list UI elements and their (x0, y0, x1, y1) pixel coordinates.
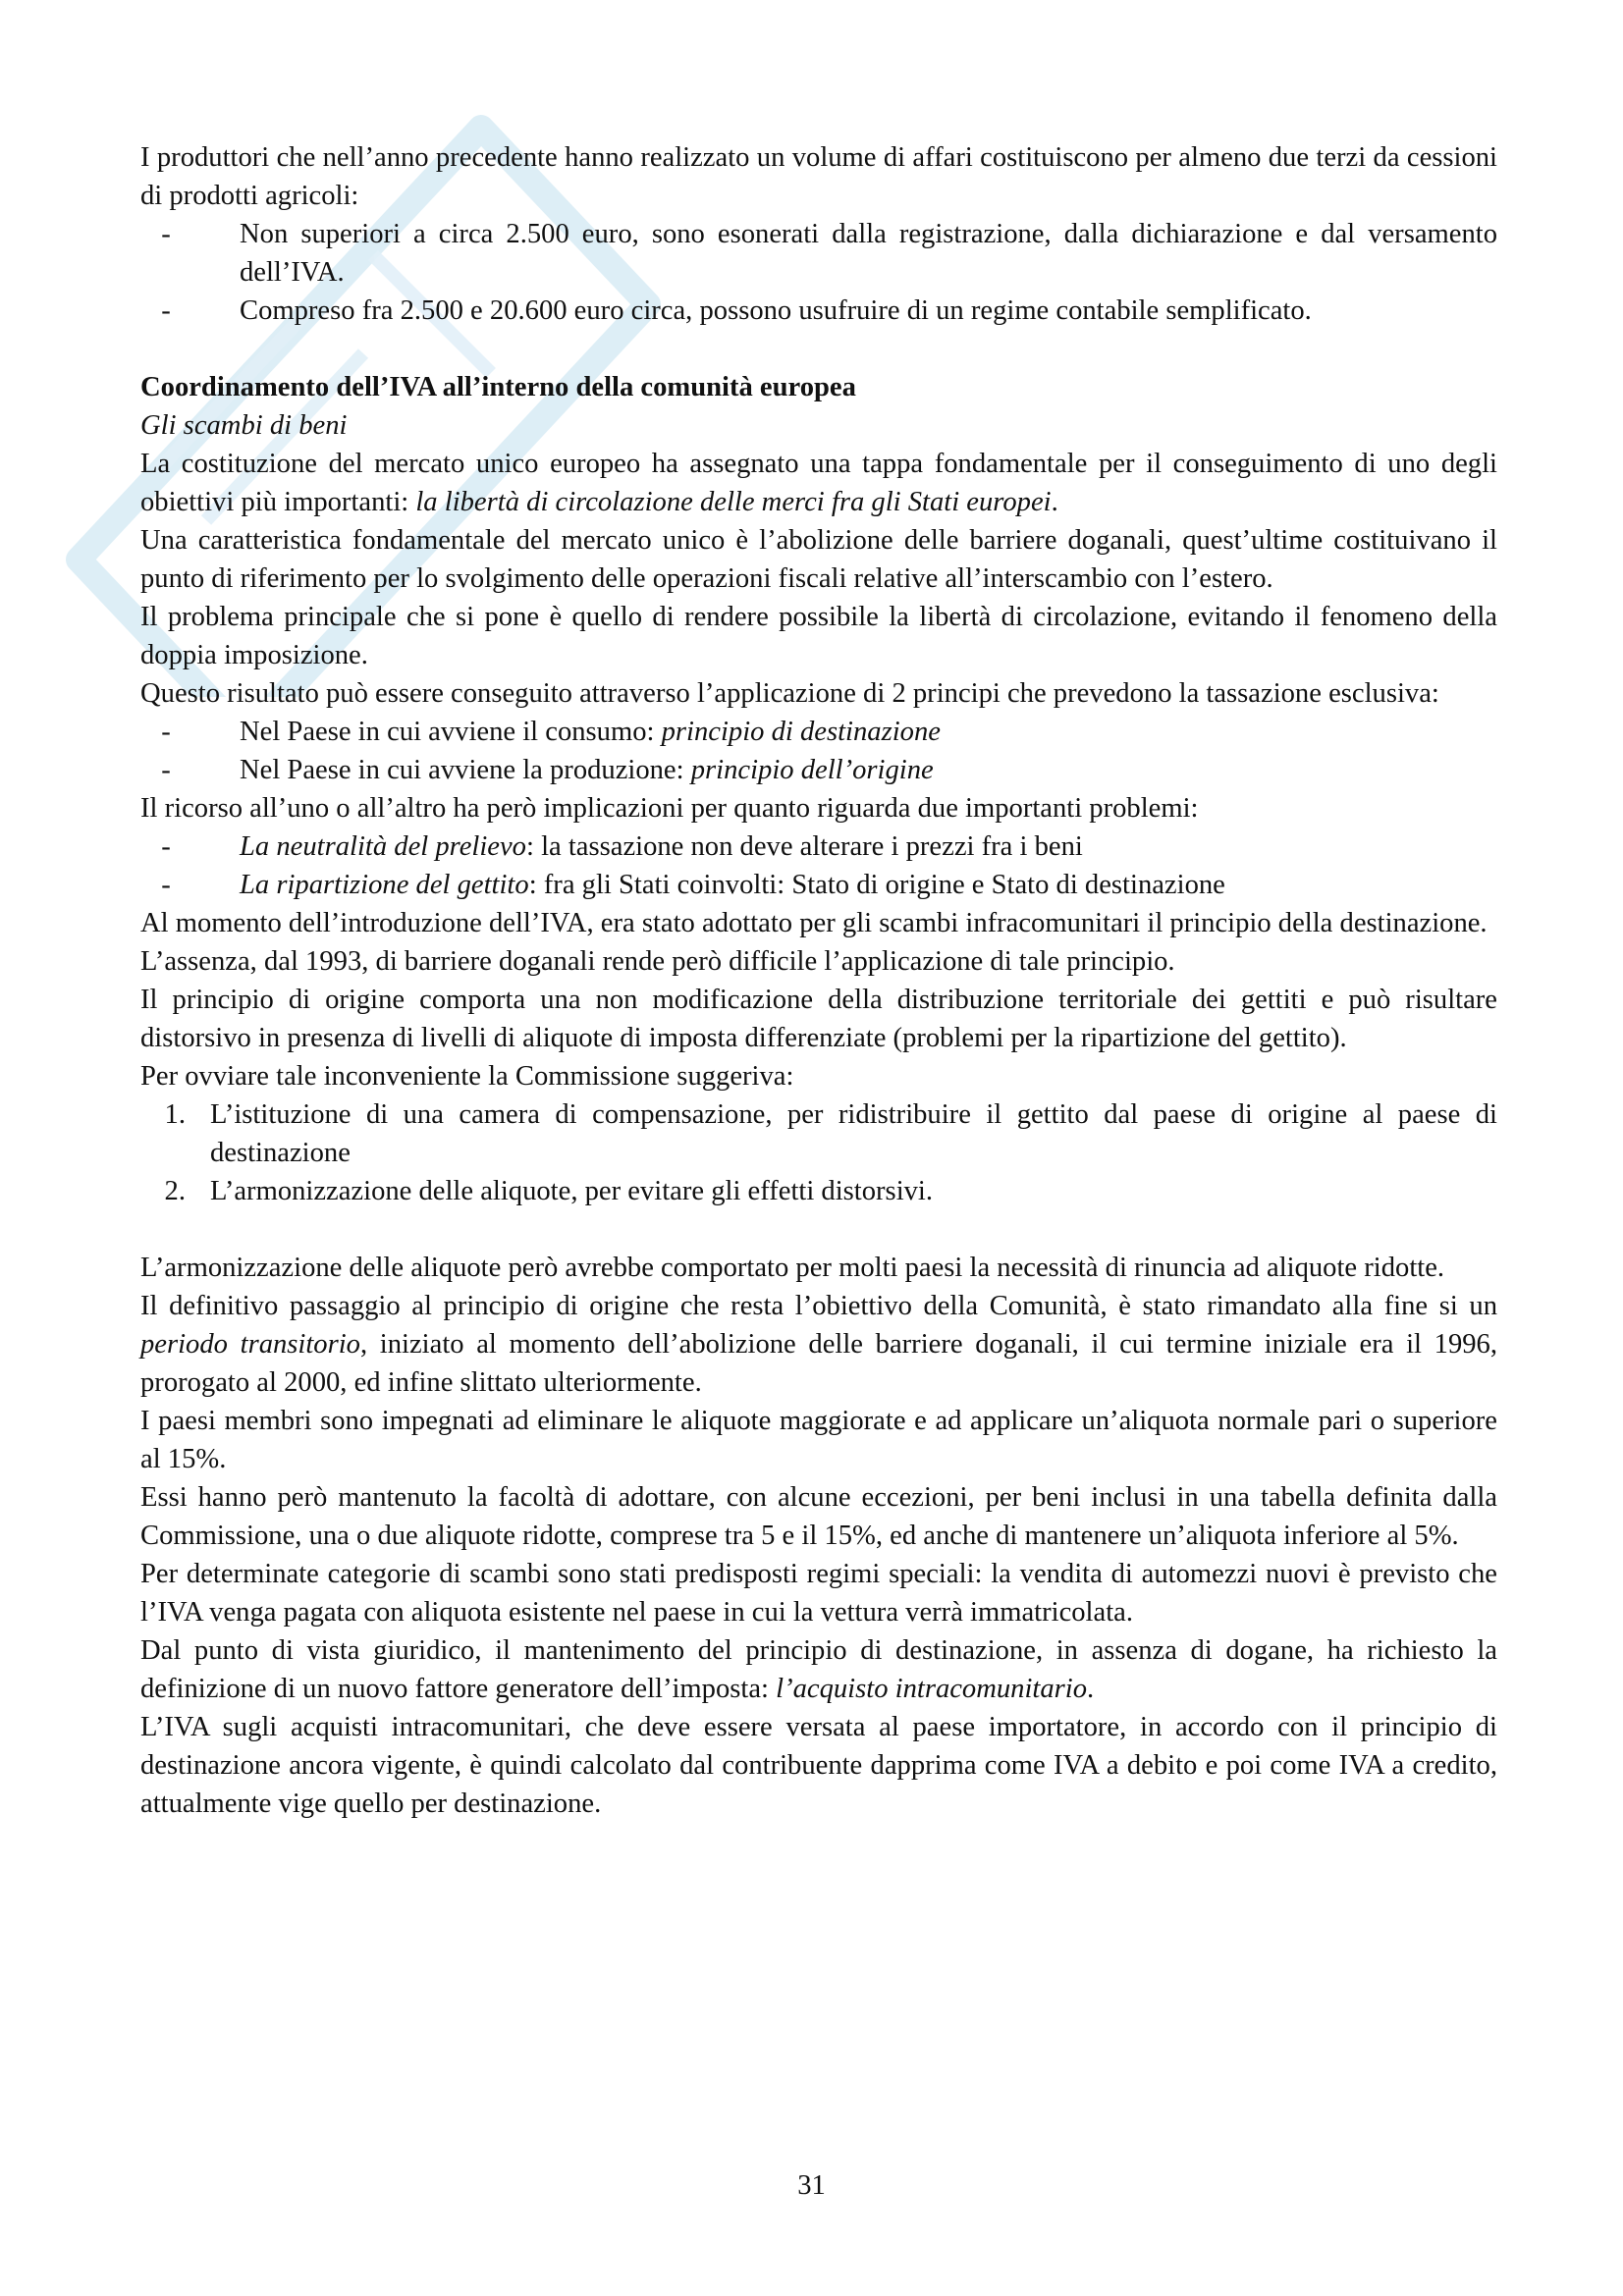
list-item-text: Nel Paese in cui avviene la produzione: principio dell’origine (240, 755, 934, 785)
list-item (140, 713, 1497, 751)
list-marker: - (161, 870, 171, 900)
emphasis: periodo transitorio (140, 1329, 360, 1360)
list-item-text: La neutralità del prelievo: la tassazione non deve alterare i prezzi fra i beni (240, 831, 1083, 862)
list-item (140, 751, 1497, 789)
paragraph: Al momento dell’introduzione dell’IVA, era stato adottato per gli scambi infracomunitari il principio della destinazione. (140, 908, 1488, 938)
list-item-text: Non superiori a circa 2.500 euro, sono esonerati dalla registrazione, dalla dichiarazione e dal versamento dell’IVA. (240, 219, 1497, 288)
list-marker: - (161, 831, 171, 862)
paragraph: Essi hanno però mantenuto la facoltà di adottare, con alcune eccezioni, per beni inclusi in una tabella definita dalla Commissione, una o due aliquote ridotte, comprese tra 5 e il 15%, ed anche di mantenere un’aliquota inferiore al 5%. (140, 1482, 1497, 1551)
list-item-text: Compreso fra 2.500 e 20.600 euro circa, possono usufruire di un regime contabile semplificato. (240, 295, 1312, 326)
paragraph: L’armonizzazione delle aliquote però avrebbe comportato per molti paesi la necessità di rinuncia ad aliquote ridotte. (140, 1253, 1445, 1283)
paragraph: I paesi membri sono impegnati ad eliminare le aliquote maggiorate e ad applicare un’aliquota normale pari o superiore al 15%. (140, 1406, 1497, 1474)
paragraph: Il problema principale che si pone è quello di rendere possibile la libertà di circolazione, evitando il fenomeno della doppia imposizione. (140, 602, 1497, 670)
paragraph: Per ovviare tale inconveniente la Commissione suggeriva: (140, 1061, 794, 1092)
list-item-text: Nel Paese in cui avviene il consumo: principio di destinazione (240, 717, 941, 747)
paragraph: Dal punto di vista giuridico, il mantenimento del principio di destinazione, in assenza di dogane, ha richiesto la definizione di un nuovo fattore generatore dell’imposta: l’acquisto intracomunitario. (140, 1635, 1497, 1704)
list-marker: - (161, 219, 171, 249)
page-number: 31 (797, 2170, 826, 2201)
document-body (140, 138, 1497, 1823)
paragraph: Il principio di origine comporta una non modificazione della distribuzione territoriale dei gettiti e può risultare distorsivo in presenza di livelli di aliquote di imposta differenziate (problemi per la ripartizione del gettito). (140, 985, 1497, 1053)
paragraph: Questo risultato può essere conseguito attraverso l’applicazione di 2 principi che prevedono la tassazione esclusiva: (140, 678, 1439, 709)
paragraph: Una caratteristica fondamentale del mercato unico è l’abolizione delle barriere doganali, quest’ultime costituivano il punto di riferimento per lo svolgimento delle operazioni fiscali relative all’interscambio con l’estero. (140, 525, 1497, 594)
paragraph: Per determinate categorie di scambi sono stati predisposti regimi speciali: la vendita di automezzi nuovi è previsto che l’IVA venga pagata con aliquota esistente nel paese in cui la vettura verrà immatricolata. (140, 1559, 1497, 1628)
section-subheading: Gli scambi di beni (140, 410, 348, 441)
numbered-list-item (140, 1172, 1497, 1210)
list-number: 1. (164, 1099, 186, 1130)
numbered-list-item (140, 1095, 1497, 1172)
list-item (140, 828, 1497, 866)
list-number: 2. (164, 1176, 186, 1206)
list-item-text: L’istituzione di una camera di compensazione, per ridistribuire il gettito dal paese di origine al paese di destinazione (210, 1099, 1497, 1168)
emphasis: l’acquisto intracomunitario (776, 1674, 1088, 1704)
section-heading: Coordinamento dell’IVA all’interno della comunità europea (140, 372, 856, 402)
paragraph: Il definitivo passaggio al principio di origine che resta l’obiettivo della Comunità, è stato rimandato alla fine si un periodo transitorio, iniziato al momento dell’abolizione delle barriere doganali, il cui termine iniziale era il 1996, prorogato al 2000, ed infine slittato ulteriormente. (140, 1291, 1497, 1398)
paragraph: I produttori che nell’anno precedente hanno realizzato un volume di affari costituiscono per almeno due terzi da cessioni di prodotti agricoli: (140, 142, 1497, 211)
paragraph: L’assenza, dal 1993, di barriere doganali rende però difficile l’applicazione di tale principio. (140, 946, 1175, 977)
list-marker: - (161, 295, 171, 326)
emphasis: la libertà di circolazione delle merci fra gli Stati europei (415, 487, 1052, 517)
list-marker: - (161, 755, 171, 785)
list-item (140, 292, 1497, 330)
list-marker: - (161, 717, 171, 747)
paragraph: L’IVA sugli acquisti intracomunitari, che deve essere versata al paese importatore, in accordo con il principio di destinazione ancora vigente, è quindi calcolato dal contribuente dapprima come IVA a debito e poi come IVA a credito, attualmente vige quello per destinazione. (140, 1712, 1497, 1819)
list-item (140, 866, 1497, 904)
list-item-text: L’armonizzazione delle aliquote, per evitare gli effetti distorsivi. (210, 1176, 934, 1206)
list-item-text: La ripartizione del gettito: fra gli Stati coinvolti: Stato di origine e Stato di destinazione (240, 870, 1225, 900)
list-item (140, 215, 1497, 292)
paragraph: Il ricorso all’uno o all’altro ha però implicazioni per quanto riguarda due importanti problemi: (140, 793, 1199, 824)
paragraph: La costituzione del mercato unico europeo ha assegnato una tappa fondamentale per il conseguimento di uno degli obiettivi più importanti: la libertà di circolazione delle merci fra gli Stati europei. (140, 449, 1497, 517)
